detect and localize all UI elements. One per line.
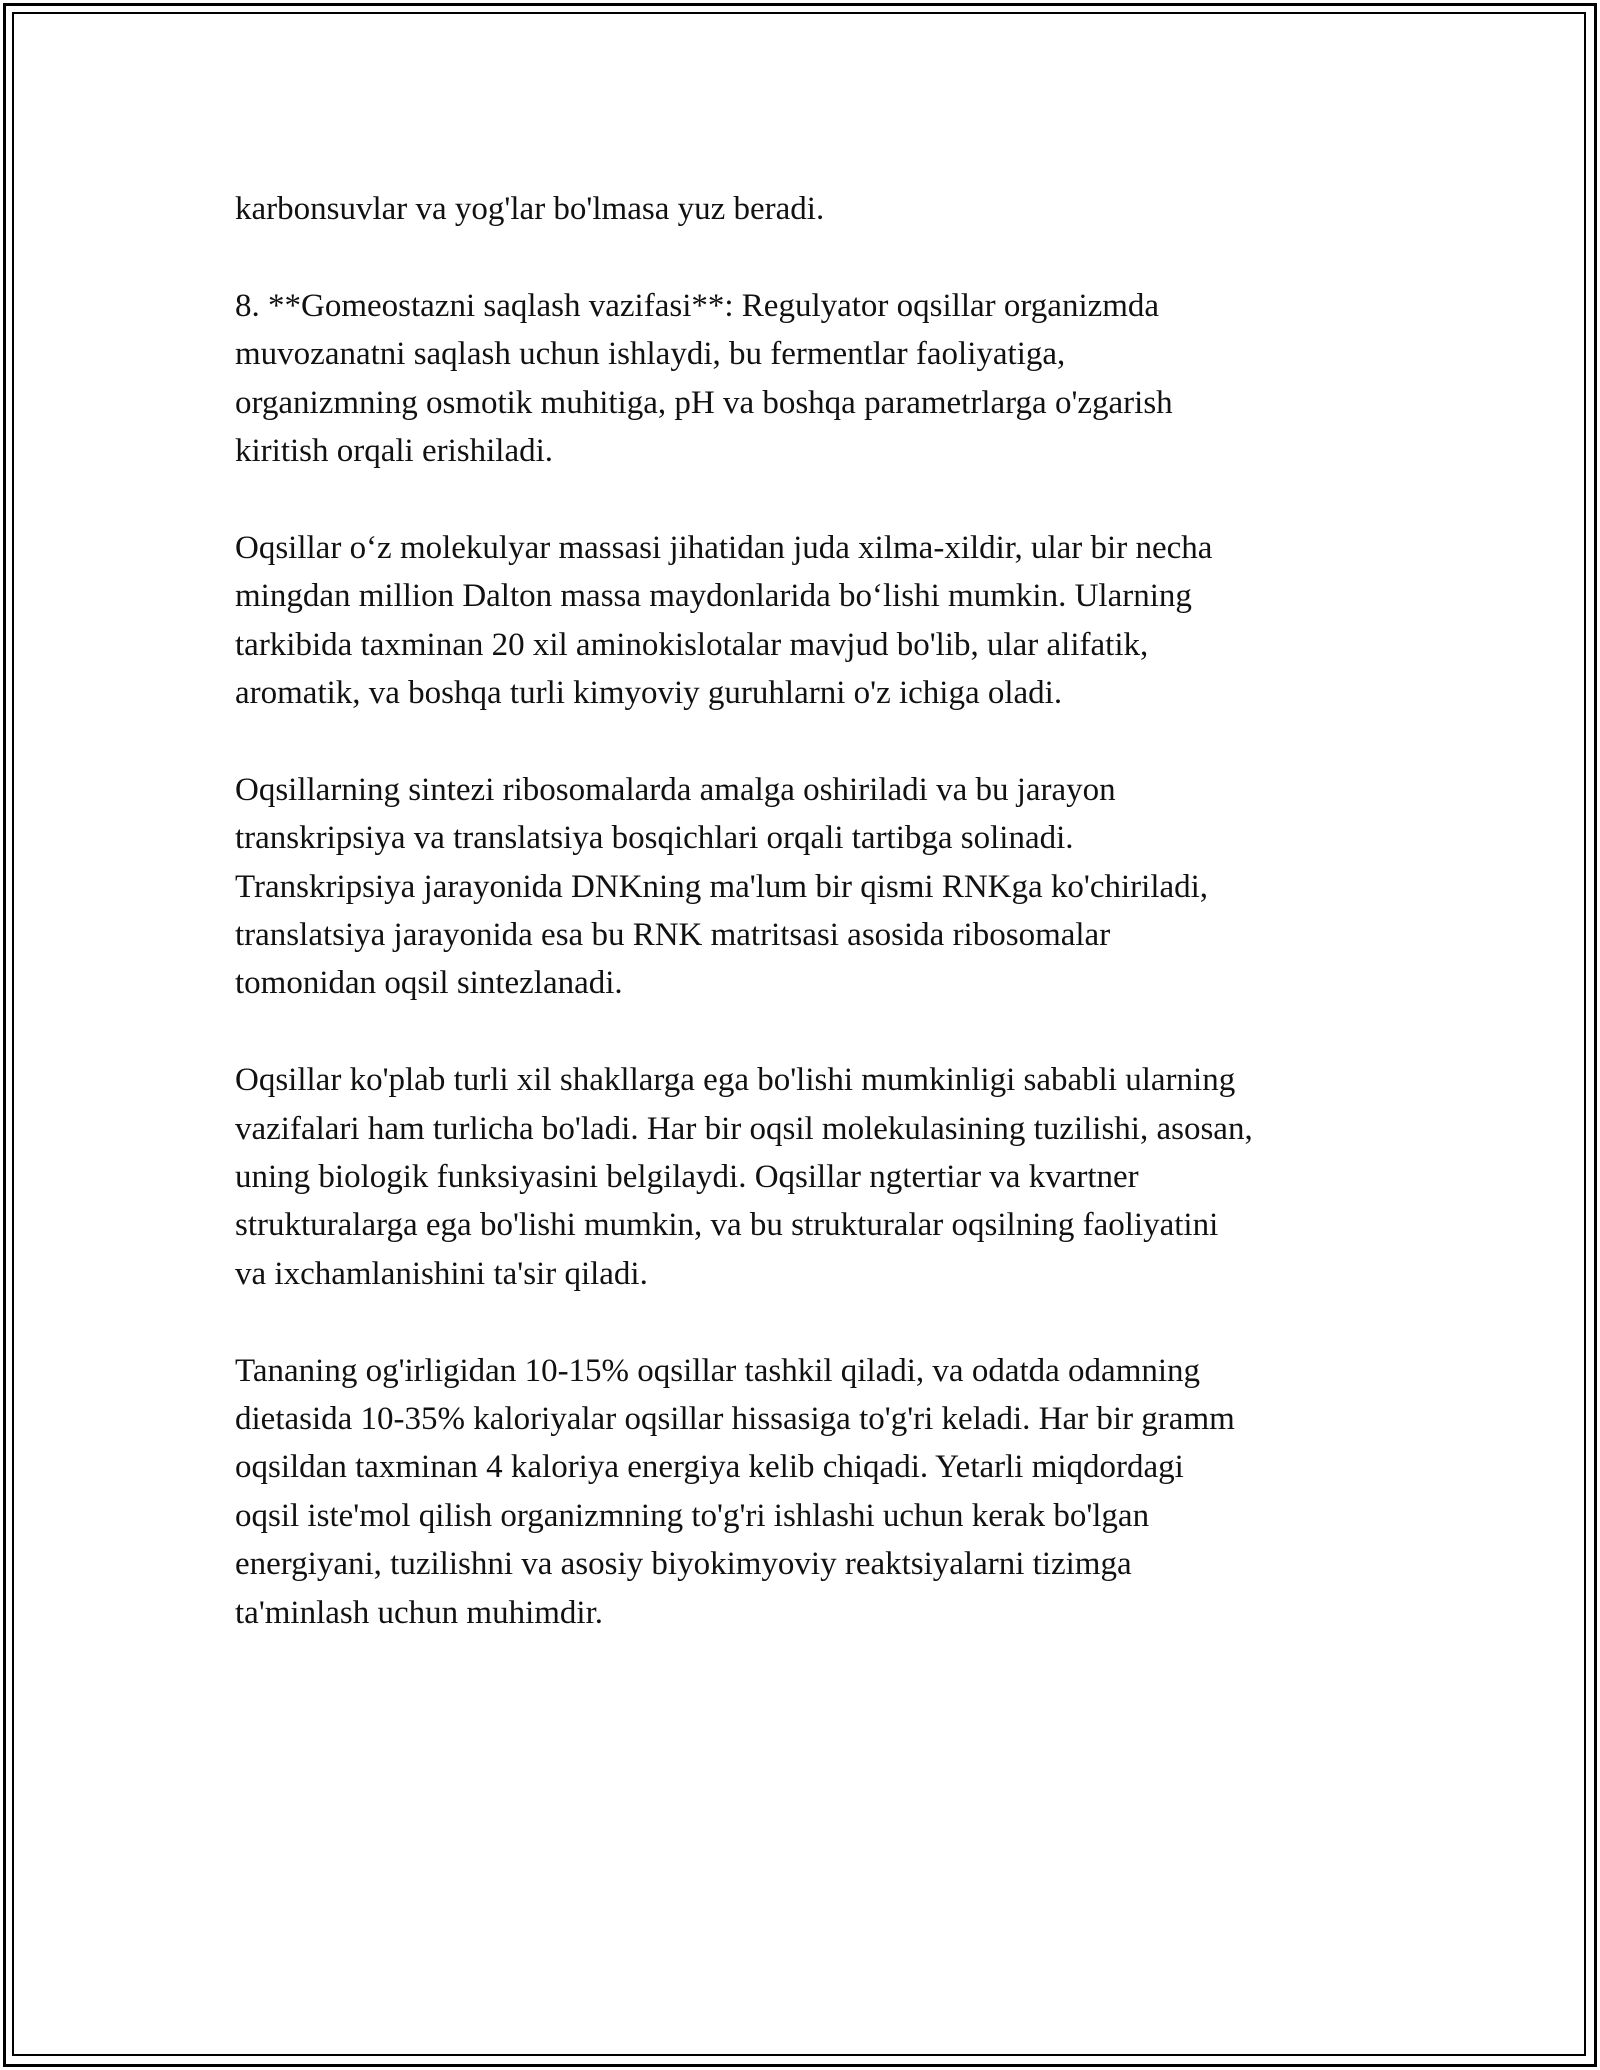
document-body	[235, 185, 1385, 1686]
text-line: Oqsillar ko'plab turli xil shakllarga ega bo'lishi mumkinligi sababli ularning	[235, 1062, 1236, 1099]
text-line: translatsiya jarayonida esa bu RNK matritsasi asosida ribosomalar	[235, 917, 1111, 954]
text-line: aromatik, va boshqa turli kimyoviy guruhlarni o'z ichiga oladi.	[235, 675, 1063, 712]
paragraph-homeostasis	[235, 282, 1385, 476]
text-line: oqsildan taxminan 4 kaloriya energiya kelib chiqadi. Yetarli miqdordagi	[235, 1449, 1184, 1486]
text-line: tomonidan oqsil sintezlanadi.	[235, 965, 623, 1002]
text-line: organizmning osmotik muhitiga, pH va boshqa parametrlarga o'zgarish	[235, 384, 1173, 421]
text-line: va ixchamlanishini ta'sir qiladi.	[235, 1255, 648, 1292]
text-line: Tananing og'irligidan 10-15% oqsillar tashkil qiladi, va odatda odamning	[235, 1352, 1201, 1389]
text-line: transkripsiya va translatsiya bosqichlari orqali tartibga solinadi.	[235, 820, 1074, 857]
paragraph-nutrition	[235, 1347, 1385, 1637]
paragraph-synthesis	[235, 766, 1385, 1008]
text-line: Transkripsiya jarayonida DNKning ma'lum bir qismi RNKga ko'chiriladi,	[235, 868, 1209, 905]
text-line: mingdan million Dalton massa maydonlarida bo‘lishi mumkin. Ularning	[235, 578, 1192, 615]
text-line: karbonsuvlar va yog'lar bo'lmasa yuz beradi.	[235, 191, 825, 227]
text-line: strukturalarga ega bo'lishi mumkin, va bu strukturalar oqsilning faoliyatini	[235, 1207, 1219, 1244]
paragraph-continuation	[235, 185, 1385, 233]
text-line: muvozanatni saqlash uchun ishlaydi, bu fermentlar faoliyatiga,	[235, 336, 1066, 373]
text-line: Oqsillarning sintezi ribosomalarda amalga oshiriladi va bu jarayon	[235, 771, 1116, 808]
text-line: oqsil iste'mol qilish organizmning to'g'ri ishlashi uchun kerak bo'lgan	[235, 1497, 1150, 1534]
text-line: 8. **Gomeostazni saqlash vazifasi**: Regulyator oqsillar organizmda	[235, 287, 1160, 324]
text-line: tarkibida taxminan 20 xil aminokislotalar mavjud bo'lib, ular alifatik,	[235, 626, 1149, 663]
text-line: kiritish orqali erishiladi.	[235, 433, 554, 470]
text-line: vazifalari ham turlicha bo'ladi. Har bir oqsil molekulasining tuzilishi, asosan,	[235, 1110, 1253, 1147]
text-line: energiyani, tuzilishni va asosiy biyokimyoviy reaktsiyalarni tizimga	[235, 1546, 1132, 1583]
text-line: dietasida 10-35% kaloriyalar oqsillar hissasiga to'g'ri keladi. Har bir gramm	[235, 1401, 1235, 1438]
text-line: Oqsillar o‘z molekulyar massasi jihatidan juda xilma-xildir, ular bir necha	[235, 529, 1213, 566]
paragraph-molecular-mass	[235, 524, 1385, 718]
text-line: ta'minlash uchun muhimdir.	[235, 1594, 603, 1631]
paragraph-structure	[235, 1056, 1385, 1298]
text-line: uning biologik funksiyasini belgilaydi. Oqsillar ngtertiar va kvartner	[235, 1159, 1139, 1196]
